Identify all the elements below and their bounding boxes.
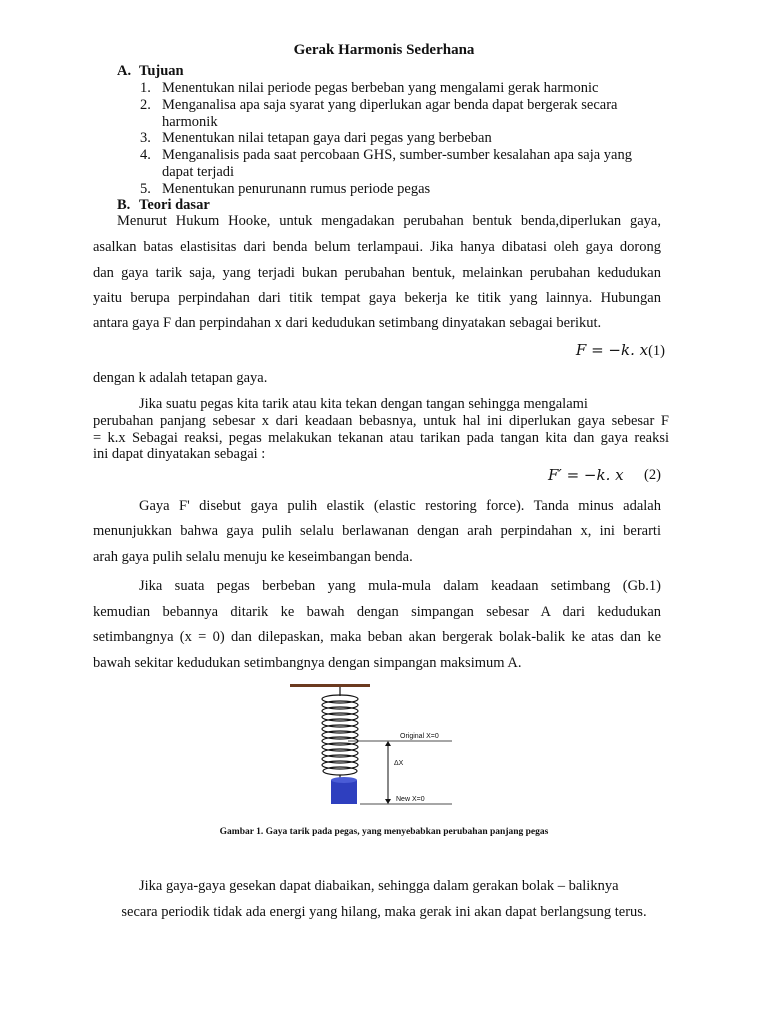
objective-number: 3.	[140, 130, 151, 146]
para2-line: ini dapat dinyatakan sebagai :	[93, 446, 266, 462]
objective-number: 2.	[140, 97, 151, 113]
objective-item-1	[140, 80, 682, 97]
equation-1-number: (1)	[648, 343, 665, 359]
equation-1-note: dengan k adalah tetapan gaya.	[93, 370, 268, 386]
para3-line: menunjukkan bahwa gaya pulih selalu berlawanan dengan arah perpindahan x, ini berarti	[93, 523, 661, 539]
objective-line: dapat terjadi	[162, 164, 235, 180]
objective-item-5	[140, 181, 682, 198]
objective-item-4	[140, 147, 682, 181]
section-b-letter: B.	[117, 197, 131, 213]
para2-line: = k.x Sebagai reaksi, pegas melakukan tekanan atau tarikan pada tangan kita dan gaya reaksi	[93, 430, 669, 446]
objective-line: Menentukan nilai tetapan gaya dari pegas yang berbeban	[162, 130, 492, 146]
mass-block	[331, 777, 357, 804]
equation-1-expression: F = −k. x	[575, 341, 649, 359]
para5-line: secara periodik tidak ada energi yang hilang, maka gerak ini akan dapat berlangsung terus.	[121, 904, 647, 920]
objective-line: Menganalisa apa saja syarat yang diperlukan agar benda dapat bergerak secara	[162, 97, 618, 113]
para4-line: kemudian bebannya ditarik ke bawah dengan simpangan sebesar A dari kedudukan	[93, 604, 661, 620]
document-title: Gerak Harmonis Sederhana	[293, 42, 475, 58]
arrow-head-up	[385, 741, 391, 746]
spring-coil	[322, 687, 358, 780]
spring-diagram	[280, 680, 460, 810]
objective-line: harmonik	[162, 114, 218, 130]
figure-caption: Gambar 1. Gaya tarik pada pegas, yang menyebabkan perubahan panjang pegas	[219, 827, 549, 837]
label-delta-x: ΔX	[394, 760, 404, 767]
section-a-letter: A.	[117, 63, 132, 79]
para2-line: perubahan panjang sebesar x dari keadaan bebasnya, untuk hal ini diperlukan gaya sebesar F	[93, 413, 669, 429]
ceiling-bar	[290, 684, 370, 687]
para2-line: Jika suatu pegas kita tarik atau kita tekan dengan tangan sehingga mengalami	[139, 396, 588, 412]
objective-number: 1.	[140, 80, 151, 96]
arrow-head-down	[385, 799, 391, 804]
para3-line: arah gaya pulih selalu menuju ke keseimbangan benda.	[93, 549, 413, 565]
para3-line: Gaya F' disebut gaya pulih elastik (elastic restoring force). Tanda minus adalah	[139, 498, 661, 514]
equation-2-number: (2)	[644, 467, 661, 483]
equation-2-expression: F′ = −k. x	[548, 466, 624, 484]
para4-line: setimbangnya (x = 0) dan dilepaskan, maka beban akan bergerak bolak-balik ke atas dan ke	[93, 629, 661, 645]
para1-line: asalkan batas elastisitas dari benda belum terlampaui. Jika hanya dibatasi oleh gaya dorong	[93, 239, 661, 255]
objective-number: 5.	[140, 181, 151, 197]
objective-item-3	[140, 130, 682, 147]
label-original-x0: Original X=0	[400, 733, 439, 740]
para5-line: Jika gaya-gaya gesekan dapat diabaikan, sehingga dalam gerakan bolak – baliknya	[139, 878, 619, 894]
section-a-title: Tujuan	[139, 63, 184, 79]
para1-line: dan gaya tarik saja, yang terjadi bukan perubahan bentuk, melainkan perubahan kedudukan	[93, 265, 661, 281]
para1-line: yaitu berupa perpindahan dari titik tempat gaya bekerja ke titik yang lainnya. Hubungan	[93, 290, 661, 306]
objective-line: Menentukan penurunann rumus periode pegas	[162, 181, 431, 197]
label-new-x0: New X=0	[396, 796, 425, 803]
section-b-title: Teori dasar	[139, 197, 210, 213]
objective-number: 4.	[140, 147, 151, 163]
para4-line: bawah sekitar kedudukan setimbangnya dengan simpangan maksimum A.	[93, 655, 522, 671]
equation-1	[520, 341, 665, 360]
para4-line: Jika suata pegas berbeban yang mula-mula dalam keadaan setimbang (Gb.1)	[139, 578, 661, 594]
para1-line: Menurut Hukum Hooke, untuk mengadakan perubahan bentuk benda,diperlukan gaya,	[117, 213, 661, 229]
para1-line: antara gaya F dan perpindahan x dari kedudukan setimbang dinyatakan sebagai berikut.	[93, 315, 602, 331]
section-a-heading	[117, 63, 184, 80]
objective-line: Menganalisis pada saat percobaan GHS, sumber-sumber kesalahan apa saja yang	[162, 147, 632, 163]
section-b-heading	[117, 197, 210, 214]
objective-line: Menentukan nilai periode pegas berbeban yang mengalami gerak harmonic	[162, 80, 599, 96]
objective-item-2	[140, 97, 682, 131]
